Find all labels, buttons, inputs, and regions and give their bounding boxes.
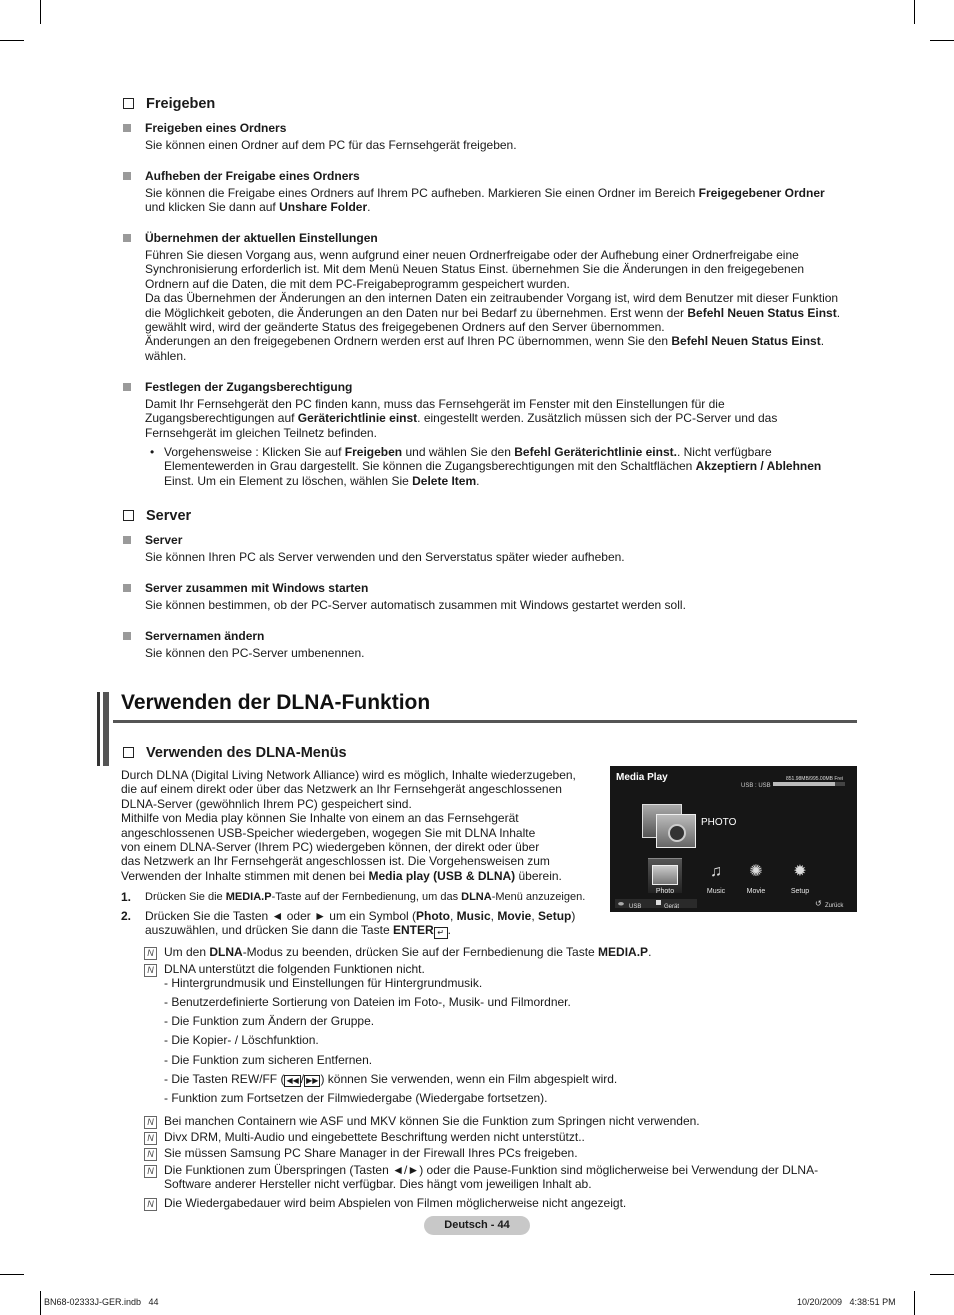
crop-mark [930, 40, 954, 41]
note-icon: N [144, 1148, 157, 1161]
item-text: Sie können den PC-Server umbenennen. [145, 646, 365, 660]
section-heading-dlna: Verwenden des DLNA-Menüs [123, 745, 347, 762]
category-label: PHOTO [701, 817, 737, 828]
item-title: Übernehmen der aktuellen Einstellungen [145, 231, 378, 245]
checkbox-icon [123, 747, 134, 758]
checkbox-icon [123, 98, 134, 109]
crop-mark [40, 1291, 41, 1315]
square-bullet-icon [123, 584, 131, 592]
section-heading-server: Server [123, 508, 191, 525]
item-text: Führen Sie diesen Vorgang aus, wenn aufgrund einer neuen Ordnerfreigabe oder der Aufhebung einer Ordnerfreigabe eine Synchronisierung erforderlich ist. Mit dem Menü Neuen Status Einst. übernehmen Sie die Änderungen in den freigegebenen Ordnern auf die Daten, die mit dem PC-Freigabeprogramm gespeichert wurden. Da das Übernehmen der Änderungen an den internen Daten ein zeitraubender Vorgang ist, wird dem Benutzer mit dieser Funktion die Möglichkeit geboten, die Änderungen an den Daten nur bei Bedarf zu übernehmen. Erst wenn der Befehl Neuen Status Einst. gewählt wird, wird der geänderte Status des freigegebenen Ordners auf den Server übernommen. Änderungen an den freigegebenen Ordnern werden erst auf Ihren PC übernommen, wenn Sie den Befehl Neuen Status Einst. wählen. [145, 248, 841, 363]
square-bullet-icon [123, 234, 131, 242]
file-info-right: 10/20/2009 4:38:51 PM [797, 1297, 896, 1307]
bottom-device-label: Gerät [664, 904, 680, 910]
dash-item: - Die Kopier- / Löschfunktion. [164, 1033, 319, 1047]
square-bullet-icon [123, 632, 131, 640]
note-icon: N [144, 1165, 157, 1178]
usb-icon: ⬬ [618, 901, 624, 908]
sub-item-text: Vorgehensweise : Klicken Sie auf Freigeben und wählen Sie den Befehl Geräterichtlinie einst.. Nicht verfügbare Elementewerden in Grau dargestellt. Sie können die Zugangsberechtigungen mit den Schaltflächen Akzeptiern / Ablehnen Einst. Um ein Element zu löschen, wählen Sie Delete Item. [164, 445, 822, 488]
item-text: Sie können bestimmen, ob der PC-Server automatisch zusammen mit Windows gestartet werden soll. [145, 598, 686, 612]
dash-item: - Die Funktion zum Ändern der Gruppe. [164, 1014, 375, 1028]
dash-item: - Funktion zum Fortsetzen der Filmwiedergabe (Wiedergabe fortsetzen). [164, 1091, 548, 1105]
media-play-screen [610, 766, 857, 912]
enter-icon: ↵ [434, 927, 448, 939]
dash-item: - Benutzerdefinierte Sortierung von Dateien im Foto-, Musik- und Filmordner. [164, 995, 571, 1009]
icon-label-music: Music [706, 888, 726, 895]
back-label[interactable]: Zurück [825, 903, 844, 909]
storage-free: 851.98MB/995.00MB Frei [786, 776, 843, 782]
square-bullet-icon [123, 172, 131, 180]
square-bullet-icon [123, 124, 131, 132]
note-text: DLNA unterstützt die folgenden Funktionen nicht. [164, 962, 425, 976]
storage-device: USB : USB [741, 783, 771, 789]
chapter-marker [103, 692, 109, 766]
note-icon: N [144, 1198, 157, 1211]
icon-label-photo: Photo [655, 888, 675, 895]
crop-mark [914, 0, 915, 24]
crop-mark [40, 0, 41, 24]
item-title: Server zusammen mit Windows starten [145, 581, 369, 595]
item-title: Servernamen ändern [145, 629, 265, 643]
note-text: Sie müssen Samsung PC Share Manager in der Firewall Ihres PCs freigeben. [164, 1146, 578, 1160]
item-text: Sie können die Freigabe eines Ordners auf Ihrem PC aufheben. Markieren Sie einen Ordner im Bereich Freigegebener Ordner und klicken Sie dann auf Unshare Folder. [145, 186, 825, 215]
chapter-rule [113, 720, 857, 723]
note-text: Um den DLNA-Modus zu beenden, drücken Sie auf der Fernbedienung die Taste MEDIA.P. [164, 945, 652, 959]
crop-mark [930, 1274, 954, 1275]
storage-bar-fill [773, 782, 835, 786]
note-icon: N [144, 1116, 157, 1129]
photo-icon[interactable] [652, 865, 678, 885]
checkbox-icon [123, 510, 134, 521]
dlna-intro: Durch DLNA (Digital Living Network Alliance) wird es möglich, Inhalte wiederzugeben, die auf einem direkt oder über das Netzwerk an Ihr Fernsehgerät angeschlossenen DLNA-Server (gewöhnlich Ihrem PC) gespeichert sind. Mithilfe von Media play können Sie Inhalte von einem an das Fernsehgerät angeschlossenen USB-Speicher wiedergeben, wogegen Sie mit DLNA Inhalte von einem DLNA-Server (Ihrem PC) wiedergeben können, der direkt oder über das Netzwerk an Ihr Fernsehgerät angeschlossen ist. Die Vorgehensweisen zum Verwenden der Inhalte stimmen mit denen bei Media play (USB & DLNA) überein. [121, 768, 576, 883]
dash-item: - Hintergrundmusik und Einstellungen für Hintergrundmusik. [164, 976, 483, 990]
dash-item: - Die Funktion zum sicheren Entfernen. [164, 1053, 373, 1067]
step-text: Drücken Sie die Tasten ◄ oder ► um ein Symbol (Photo, Music, Movie, Setup) auszuwählen, und drücken Sie dann die Taste ENTER ↵ . [145, 909, 576, 938]
sub-bullet: • [150, 445, 155, 459]
crop-mark [914, 1291, 915, 1315]
note-icon: N [144, 947, 157, 960]
bottom-usb-label: USB [629, 904, 642, 910]
item-text: Sie können Ihren PC als Server verwenden und den Serverstatus später wieder aufheben. [145, 550, 625, 564]
device-icon [656, 900, 661, 905]
note-text: Die Funktionen zum Überspringen (Tasten ◄/►) oder die Pause-Funktion sind möglicherweise bei Verwendung der DLNA- Software anderer Hersteller nicht verfügbar. Dies hängt vom jeweiligen Inhalt ab. [164, 1163, 819, 1192]
item-title: Festlegen der Zugangsberechtigung [145, 380, 353, 394]
item-title: Freigeben eines Ordners [145, 121, 287, 135]
storage-bar [773, 782, 845, 786]
icon-label-setup: Setup [790, 888, 810, 895]
fast-forward-icon: ▶▶ [306, 1076, 319, 1085]
square-bullet-icon [123, 383, 131, 391]
note-text: Bei manchen Containern wie ASF und MKV können Sie die Funktion zum Springen nicht verwenden. [164, 1114, 700, 1128]
rewind-icon: ◀◀ [286, 1076, 299, 1085]
movie-icon[interactable]: ✺ [749, 863, 763, 880]
step-number: 2. [121, 909, 132, 923]
return-icon: ↺ [815, 899, 822, 908]
item-title: Aufheben der Freigabe eines Ordners [145, 169, 360, 183]
chapter-marker [97, 692, 100, 766]
dash-item: - Die Tasten REW/FF ( ◀◀ / ▶▶ ) können Sie verwenden, wenn ein Film abgespielt wird. [164, 1072, 618, 1086]
file-info-left: BN68-02333J-GER.indb 44 [44, 1297, 159, 1307]
photo-folder-icon [642, 804, 694, 846]
icon-label-movie: Movie [746, 888, 766, 895]
square-bullet-icon [123, 536, 131, 544]
note-icon: N [144, 1132, 157, 1145]
item-text: Sie können einen Ordner auf dem PC für das Fernsehgerät freigeben. [145, 138, 517, 152]
item-title: Server [145, 533, 183, 547]
setup-icon[interactable]: ✹ [793, 863, 807, 880]
page-number: Deutsch - 44 [444, 1219, 510, 1231]
step-text: Drücken Sie die MEDIA.P-Taste auf der Fernbedienung, um das DLNA-Menü anzuzeigen. [145, 891, 586, 903]
chapter-title: Verwenden der DLNA-Funktion [121, 691, 431, 714]
note-text: Divx DRM, Multi-Audio und eingebettete Beschriftung werden nicht unterstützt.. [164, 1130, 585, 1144]
step-number: 1. [121, 890, 132, 904]
note-text: Die Wiedergabedauer wird beim Abspielen von Filmen möglicherweise nicht angezeigt. [164, 1196, 627, 1210]
music-icon[interactable]: ♫ [710, 863, 722, 880]
crop-mark [0, 40, 24, 41]
item-text: Damit Ihr Fernsehgerät den PC finden kann, muss das Fernsehgerät im Fenster mit den Einstellungen für die Zugangsberechtigungen auf Geräterichtlinie einst. eingestellt werden. Zusätzlich müssen sich der PC-Server und das Fernsehgerät im gleichen Teilnetz befinden. [145, 397, 778, 440]
note-icon: N [144, 964, 157, 977]
section-heading-freigeben: Freigeben [123, 96, 215, 113]
crop-mark [0, 1274, 24, 1275]
screen-title: Media Play [616, 772, 668, 783]
